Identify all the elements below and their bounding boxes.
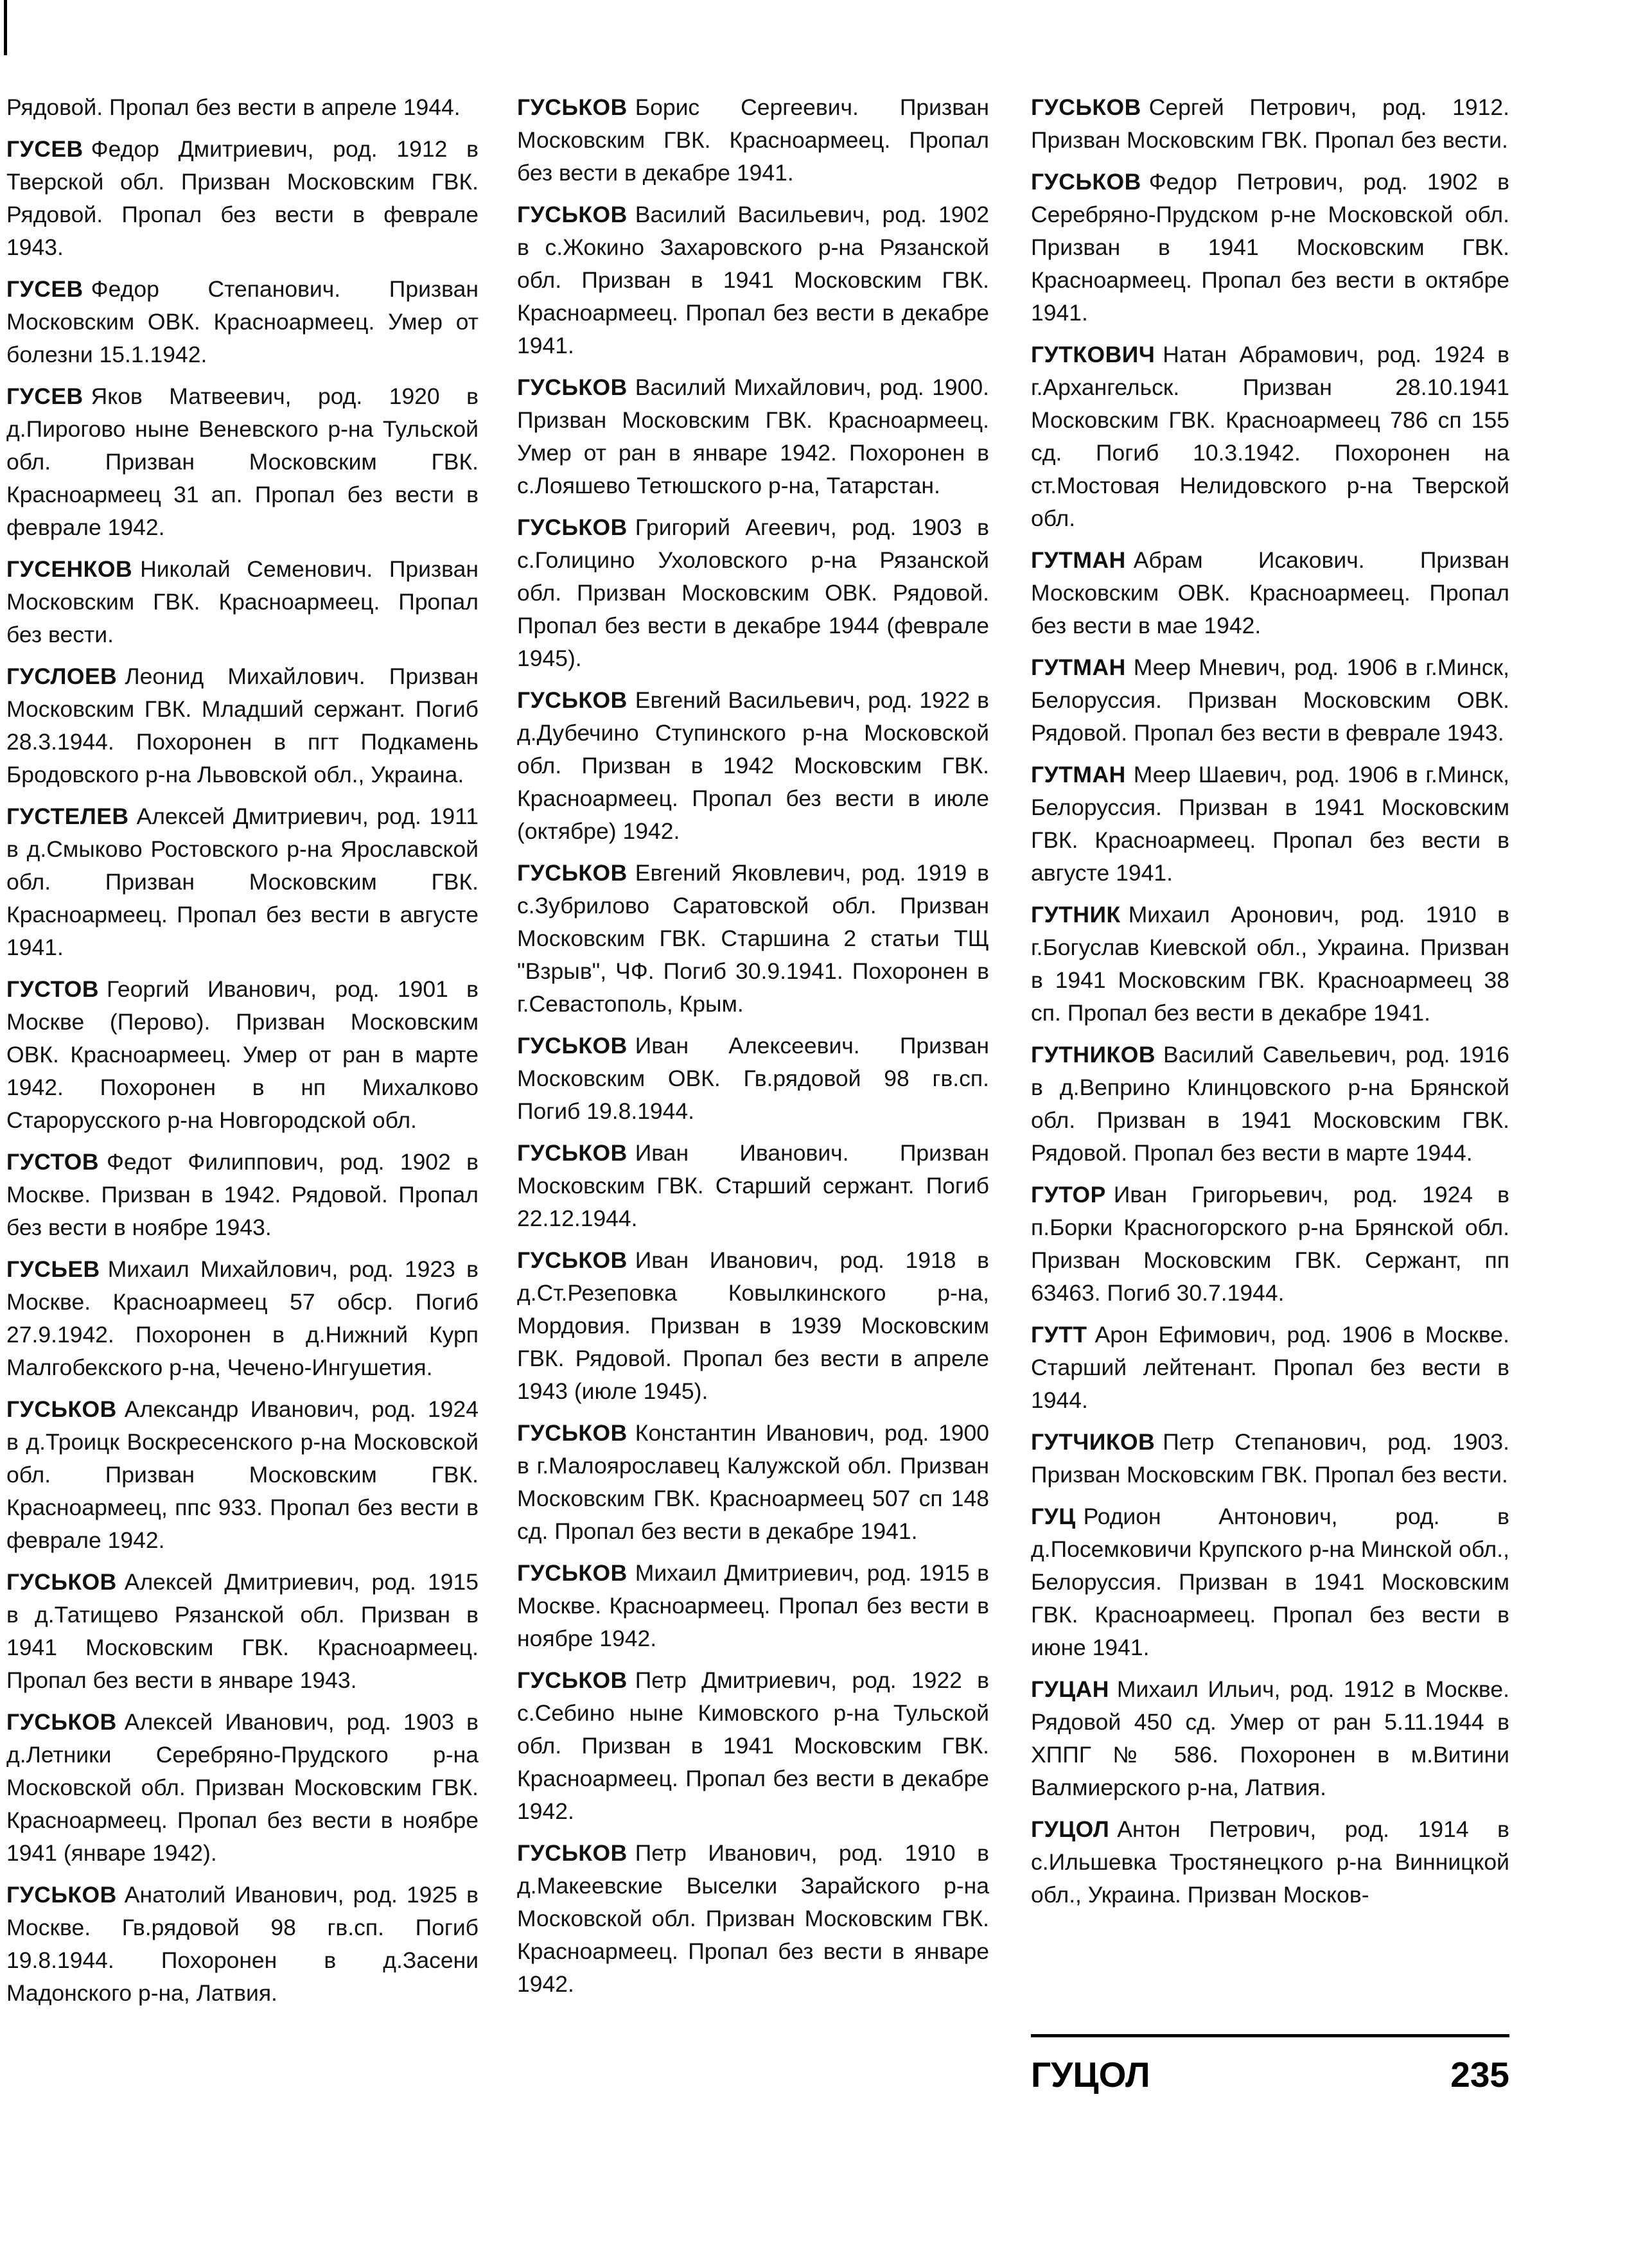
text-column-3	[1031, 91, 1509, 2102]
entry-text: Евгений Яковлевич, род. 1919 в с.Зубрилово Саратовской обл. Призван Московским ГВК. Старшина 2 статьи ТЩ "Взрыв", ЧФ. Погиб 30.9.1941. Похоронен в г.Севастополь, Крым.	[517, 860, 989, 1017]
entry-surname: ГУЦОЛ	[1031, 1816, 1110, 1842]
entry-surname: ГУТМАН	[1031, 654, 1126, 680]
entry-surname: ГУСЬКОВ	[6, 1569, 117, 1595]
entry-text: Василий Михайлович, род. 1900. Призван Московским ГВК. Красноармеец. Умер от ран в январе 1942. Похоронен в с.Лояшево Тетюшского р-на, Татарстан.	[517, 374, 989, 498]
register-entry	[517, 1030, 989, 1128]
entry-surname: ГУСЬКОВ	[517, 1033, 628, 1058]
register-entry	[517, 1664, 989, 1828]
register-entry	[1031, 91, 1509, 157]
entry-text: Леонид Михайлович. Призван Московским ГВК. Младший сержант. Погиб 28.3.1944. Похоронен в пгт Подкамень Бродовского р-на Львовской обл., Украина.	[6, 663, 479, 787]
entry-text: Георгий Иванович, род. 1901 в Москве (Перово). Призван Московским ОВК. Красноармеец. Умер от ран в марте 1942. Похоронен в нп Михалково Старорусского р-на Новгородской обл.	[6, 976, 479, 1133]
entry-surname: ГУСЬКОВ	[517, 1840, 628, 1866]
register-entry	[517, 511, 989, 675]
register-entry	[1031, 1319, 1509, 1417]
entry-text: Алексей Дмитриевич, род. 1911 в д.Смыково Ростовского р-на Ярославской обл. Призван Московским ГВК. Красноармеец. Пропал без вести в августе 1941.	[6, 803, 479, 960]
entry-surname: ГУСЬКОВ	[6, 1709, 117, 1735]
entry-surname: ГУСЬКОВ	[517, 94, 628, 120]
register-entry	[517, 1837, 989, 2001]
register-entry	[1031, 1179, 1509, 1310]
text-column-1	[6, 91, 479, 2102]
register-entry	[1031, 1426, 1509, 1491]
entry-text: Иван Иванович. Призван Московским ГВК. Старший сержант. Погиб 22.12.1944.	[517, 1140, 989, 1231]
register-entry	[6, 973, 479, 1137]
entry-surname: ГУТЧИКОВ	[1031, 1429, 1156, 1455]
entry-surname: ГУЦ	[1031, 1504, 1076, 1529]
entry-surname: ГУСЬКОВ	[517, 374, 628, 400]
entry-text: Иван Иванович, род. 1918 в д.Ст.Резеповка Ковылкинского р-на, Мордовия. Призван в 1939 Московским ГВК. Рядовой. Пропал без вести в апреле 1943 (июле 1945).	[517, 1247, 989, 1404]
entry-text: Михаил Михайлович, род. 1923 в Москве. Красноармеец 57 обср. Погиб 27.9.1942. Похоронен в д.Нижний Курп Малгобекского р-на, Чечено-Ингушетия.	[6, 1256, 479, 1380]
entry-surname: ГУТТ	[1031, 1322, 1087, 1348]
entry-surname: ГУСЬКОВ	[517, 202, 628, 227]
register-entry	[517, 1417, 989, 1548]
entry-text: Григорий Агеевич, род. 1903 в с.Голицино Ухоловского р-на Рязанской обл. Призван Московским ОВК. Рядовой. Пропал без вести в декабре 1944 (феврале 1945).	[517, 514, 989, 671]
entry-surname: ГУСЬКОВ	[517, 1247, 628, 1273]
entry-surname: ГУСЕВ	[6, 383, 83, 409]
entry-text: Рядовой. Пропал без вести в апреле 1944.	[6, 94, 461, 120]
entry-text: Меер Шаевич, род. 1906 в г.Минск, Белоруссия. Призван в 1941 Московским ГВК. Красноармеец. Пропал без вести в августе 1941.	[1031, 762, 1509, 886]
entry-text: Арон Ефимович, род. 1906 в Москве. Старший лейтенант. Пропал без вести в 1944.	[1031, 1322, 1509, 1413]
register-entry	[1031, 651, 1509, 750]
register-entry	[517, 371, 989, 502]
entry-surname: ГУСЬКОВ	[6, 1396, 117, 1422]
register-entry	[1031, 759, 1509, 890]
entry-text: Анатолий Иванович, род. 1925 в Москве. Гв.рядовой 98 гв.сп. Погиб 19.8.1944. Похоронен в д.Засени Мадонского р-на, Латвия.	[6, 1882, 479, 2006]
entry-text: Михаил Дмитриевич, род. 1915 в Москве. Красноармеец. Пропал без вести в ноябре 1942.	[517, 1560, 989, 1651]
entry-surname: ГУСЬКОВ	[517, 687, 628, 713]
register-entry	[6, 1146, 479, 1244]
entry-surname: ГУСЛОЕВ	[6, 663, 118, 689]
entry-text: Федор Петрович, род. 1902 в Серебряно-Прудском р-не Московской обл. Призван в 1941 Московским ГВК. Красноармеец. Пропал без вести в октябре 1941.	[1031, 169, 1509, 326]
register-entry	[1031, 1813, 1509, 1911]
entry-surname: ГУТМАН	[1031, 547, 1126, 573]
register-entry	[6, 1253, 479, 1384]
entry-text: Федор Степанович. Призван Московским ОВК. Красноармеец. Умер от болезни 15.1.1942.	[6, 276, 479, 367]
entry-surname: ГУСТОВ	[6, 976, 100, 1002]
register-entry	[1031, 1500, 1509, 1664]
entry-text: Иван Алексеевич. Призван Московским ОВК. Гв.рядовой 98 гв.сп. Погиб 19.8.1944.	[517, 1033, 989, 1124]
entry-text: Борис Сергеевич. Призван Московским ГВК. Красноармеец. Пропал без вести в декабре 1941.	[517, 94, 989, 186]
entry-surname: ГУСЬКОВ	[517, 860, 628, 886]
entry-surname: ГУСЕНКОВ	[6, 556, 133, 582]
register-entry	[1031, 338, 1509, 535]
register-entry	[517, 1557, 989, 1655]
register-entry	[517, 857, 989, 1021]
register-entry	[1031, 544, 1509, 642]
entry-text: Петр Степанович, род. 1903. Призван Московским ГВК. Пропал без вести.	[1031, 1429, 1509, 1488]
entry-text: Иван Григорьевич, род. 1924 в п.Борки Красногорского р-на Брянской обл. Призван Московским ГВК. Сержант, пп 63463. Погиб 30.7.1944.	[1031, 1182, 1509, 1306]
entry-text: Меер Мневич, род. 1906 в г.Минск, Белоруссия. Призван Московским ОВК. Рядовой. Пропал без вести в феврале 1943.	[1031, 654, 1509, 746]
footer-rule	[1031, 2034, 1509, 2037]
entry-text: Михаил Аронович, род. 1910 в г.Богуслав Киевской обл., Украина. Призван в 1941 Московским ГВК. Красноармеец 38 сп. Пропал без вести в декабре 1941.	[1031, 902, 1509, 1026]
entry-text: Алексей Дмитриевич, род. 1915 в д.Татищево Рязанской обл. Призван в 1941 Московским ГВК. Красноармеец. Пропал без вести в январе 1943.	[6, 1569, 479, 1693]
entry-surname: ГУСЬКОВ	[517, 514, 628, 540]
entry-text: Василий Савельевич, род. 1916 в д.Веприно Клинцовского р-на Брянской обл. Призван в 1941 Московским ГВК. Рядовой. Пропал без вести в марте 1944.	[1031, 1042, 1509, 1166]
register-entry	[6, 553, 479, 651]
register-entry	[6, 273, 479, 371]
entry-surname: ГУТКОВИЧ	[1031, 342, 1156, 367]
entry-surname: ГУСТОВ	[6, 1149, 100, 1175]
entry-surname: ГУСЬКОВ	[517, 1420, 628, 1446]
entry-text: Евгений Васильевич, род. 1922 в д.Дубечино Ступинского р-на Московской обл. Призван в 1942 Московским ГВК. Красноармеец. Пропал без вести в июле (октябре) 1942.	[517, 687, 989, 844]
register-entry	[1031, 1039, 1509, 1170]
register-entry	[6, 660, 479, 791]
entry-text: Александр Иванович, род. 1924 в д.Троицк Воскресенского р-на Московской обл. Призван Московским ГВК. Красноармеец, ппс 933. Пропал без вести в феврале 1942.	[6, 1396, 479, 1553]
entry-text: Абрам Исакович. Призван Московским ОВК. Красноармеец. Пропал без вести в мае 1942.	[1031, 547, 1509, 638]
entry-text: Константин Иванович, род. 1900 в г.Малоярославец Калужской обл. Призван Московским ГВК. Красноармеец 507 сп 148 сд. Пропал без вести в декабре 1941.	[517, 1420, 989, 1544]
entry-text: Петр Дмитриевич, род. 1922 в с.Себино ныне Кимовского р-на Тульской обл. Призван в 1941 Московским ГВК. Красноармеец. Пропал без вести в декабре 1942.	[517, 1667, 989, 1824]
register-entry	[6, 380, 479, 544]
register-entry	[6, 91, 479, 124]
register-entry	[6, 1706, 479, 1870]
entry-surname: ГУТНИК	[1031, 902, 1121, 927]
register-entry	[517, 684, 989, 848]
entry-surname: ГУСЕВ	[6, 276, 83, 302]
register-entry	[1031, 166, 1509, 329]
entry-surname: ГУСЬКОВ	[517, 1560, 628, 1586]
register-entry	[6, 133, 479, 264]
entry-surname: ГУСТЕЛЕВ	[6, 803, 129, 829]
register-entry	[6, 1566, 479, 1697]
entry-surname: ГУСЬКОВ	[1031, 169, 1141, 195]
entry-text: Антон Петрович, род. 1914 в с.Ильшевка Тростянецкого р-на Винницкой обл., Украина. Призван Москов-	[1031, 1816, 1509, 1908]
entry-surname: ГУЦАН	[1031, 1676, 1109, 1702]
register-entry	[6, 800, 479, 964]
entry-surname: ГУСЬКОВ	[1031, 94, 1141, 120]
entry-text: Сергей Петрович, род. 1912. Призван Московским ГВК. Пропал без вести.	[1031, 94, 1509, 153]
entry-surname: ГУТНИКОВ	[1031, 1042, 1156, 1067]
entry-text: Михаил Ильич, род. 1912 в Москве. Рядовой 450 сд. Умер от ран 5.11.1944 в ХППГ № 586. Похоронен в м.Витини Валмиерского р-на, Латвия.	[1031, 1676, 1509, 1800]
entry-text: Василий Васильевич, род. 1902 в с.Жокино Захаровского р-на Рязанской обл. Призван в 1941 Московским ГВК. Красноармеец. Пропал без вести в декабре 1941.	[517, 202, 989, 358]
register-entry	[1031, 1673, 1509, 1804]
register-entry	[517, 198, 989, 362]
entry-text: Федор Дмитриевич, род. 1912 в Тверской обл. Призван Московским ГВК. Рядовой. Пропал без вести в феврале 1943.	[6, 136, 479, 260]
entry-text: Алексей Иванович, род. 1903 в д.Летники Серебряно-Прудского р-на Московской обл. Призван Московским ГВК. Красноармеец. Пропал без вести в ноябре 1941 (январе 1942).	[6, 1709, 479, 1866]
entry-text: Николай Семенович. Призван Московским ГВК. Красноармеец. Пропал без вести.	[6, 556, 479, 647]
margin-mark	[4, 0, 7, 55]
register-entry	[517, 91, 989, 189]
entry-text: Яков Матвеевич, род. 1920 в д.Пирогово ныне Веневского р-на Тульской обл. Призван Московским ГВК. Красноармеец 31 ап. Пропал без вести в феврале 1942.	[6, 383, 479, 540]
entry-text: Натан Абрамович, род. 1924 в г.Архангельск. Призван 28.10.1941 Московским ГВК. Красноармеец 786 сп 155 сд. Погиб 10.3.1942. Похоронен на ст.Мостовая Нелидовского р-на Тверской обл.	[1031, 342, 1509, 531]
register-entry	[517, 1244, 989, 1408]
entry-surname: ГУТМАН	[1031, 762, 1126, 787]
register-entry	[6, 1393, 479, 1557]
entry-text: Федот Филиппович, род. 1902 в Москве. Призван в 1942. Рядовой. Пропал без вести в ноябре 1943.	[6, 1149, 479, 1240]
entry-surname: ГУСЬКОВ	[6, 1882, 117, 1908]
text-column-2	[517, 91, 989, 2102]
entry-text: Родион Антонович, род. в д.Посемковичи Крупского р-на Минской обл., Белоруссия. Призван в 1941 Московским ГВК. Красноармеец. Пропал без вести в июне 1941.	[1031, 1504, 1509, 1660]
running-head: ГУЦОЛ	[1031, 2055, 1150, 2094]
entry-text: Петр Иванович, род. 1910 в д.Макеевские Выселки Зарайского р-на Московской обл. Призван Московским ГВК. Красноармеец. Пропал без вести в январе 1942.	[517, 1840, 989, 1997]
entry-surname: ГУСЬЕВ	[6, 1256, 100, 1282]
entry-surname: ГУСЕВ	[6, 136, 83, 162]
entry-surname: ГУТОР	[1031, 1182, 1106, 1207]
entry-surname: ГУСЬКОВ	[517, 1667, 628, 1693]
page-number: 235	[1450, 2055, 1509, 2094]
entry-surname: ГУСЬКОВ	[517, 1140, 628, 1166]
register-entry	[1031, 899, 1509, 1030]
register-entry	[6, 1879, 479, 2010]
register-entry	[517, 1137, 989, 1235]
